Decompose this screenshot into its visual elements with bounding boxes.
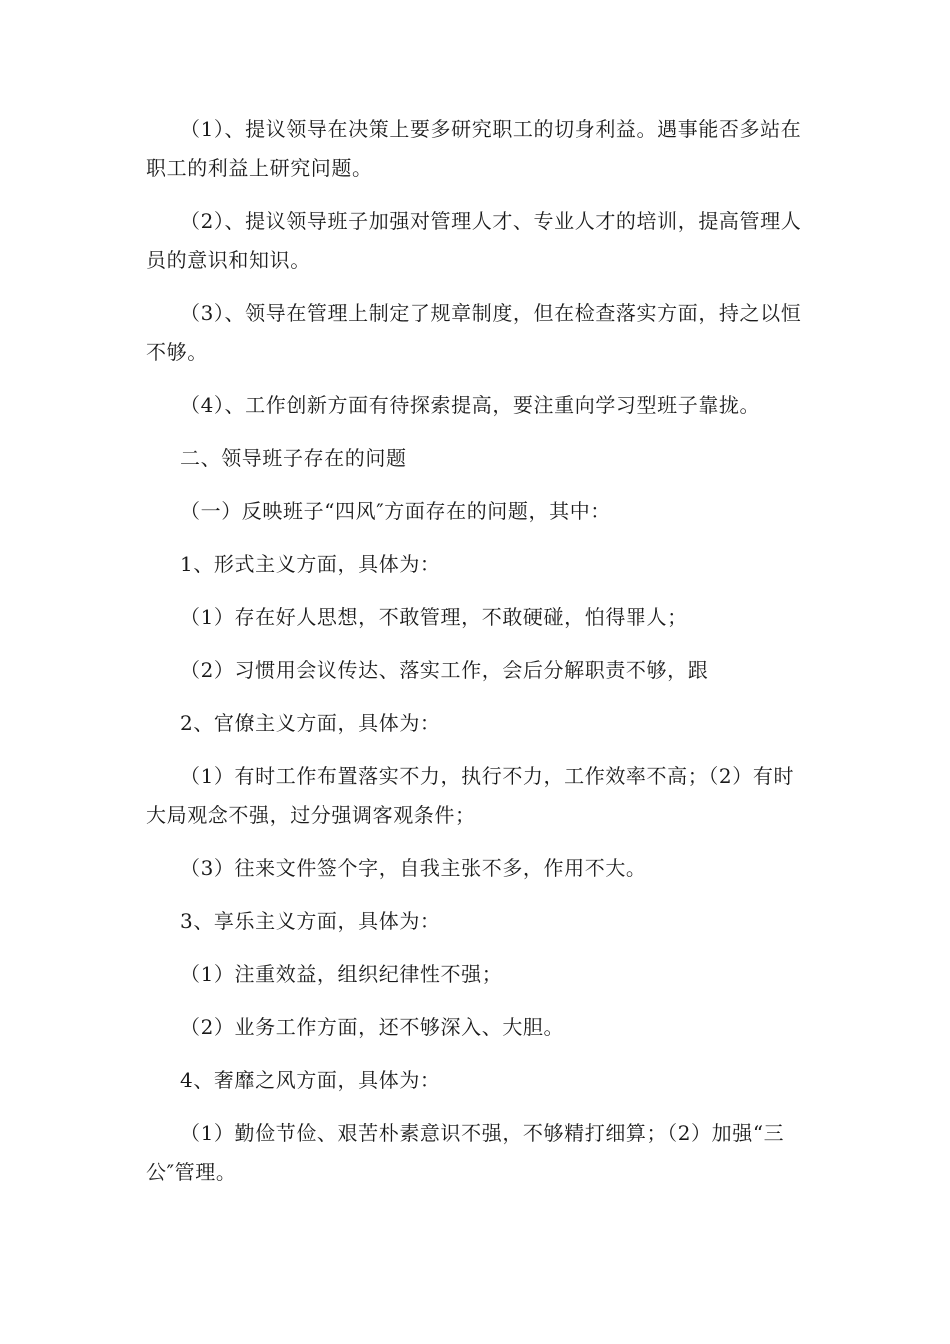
item-heading-hedonism: 3、享乐主义方面，具体为：: [180, 909, 441, 933]
paragraph-suggestion-2: （2）、提议领导班子加强对管理人才、专业人才的培训，提高管理人员的意识和知识。: [146, 209, 802, 272]
list-item-bureaucracy-3: （3）往来文件签个字，自我主张不多，作用不大。: [180, 856, 647, 880]
subsection-heading-four-styles: （一）反映班子“四风″方面存在的问题，其中：: [180, 499, 611, 523]
list-item-hedonism-2: （2）业务工作方面，还不够深入、大胆。: [180, 1015, 565, 1039]
paragraph-suggestion-4: （4）、工作创新方面有待探索提高，要注重向学习型班子靠拢。: [180, 393, 761, 417]
document-body: [146, 110, 806, 1206]
item-heading-bureaucracy: 2、官僚主义方面，具体为：: [180, 711, 441, 735]
list-item-formalism-2: （2）习惯用会议传达、落实工作，会后分解职责不够，跟: [180, 658, 709, 682]
list-item-bureaucracy-1-2: （1）有时工作布置落实不力，执行不力，工作效率不高；（2）有时大局观念不强，过分强调客观条件；: [146, 764, 795, 827]
section-heading-problems: 二、领导班子存在的问题: [180, 446, 407, 470]
list-item-formalism-1: （1）存在好人思想，不敢管理，不敢硬碰，怕得罪人；: [180, 605, 688, 629]
item-heading-formalism: 1、形式主义方面，具体为：: [180, 552, 441, 576]
item-heading-extravagance: 4、奢靡之风方面，具体为：: [180, 1068, 441, 1092]
paragraph-suggestion-1: （1）、提议领导在决策上要多研究职工的切身利益。遇事能否多站在职工的利益上研究问题。: [146, 117, 802, 180]
paragraph-suggestion-3: （3）、领导在管理上制定了规章制度，但在检查落实方面，持之以恒不够。: [146, 301, 802, 364]
list-item-extravagance-1-2: （1）勤俭节俭、艰苦朴素意识不强，不够精打细算；（2）加强“三公″管理。: [146, 1121, 785, 1184]
list-item-hedonism-1: （1）注重效益，组织纪律性不强；: [180, 962, 503, 986]
